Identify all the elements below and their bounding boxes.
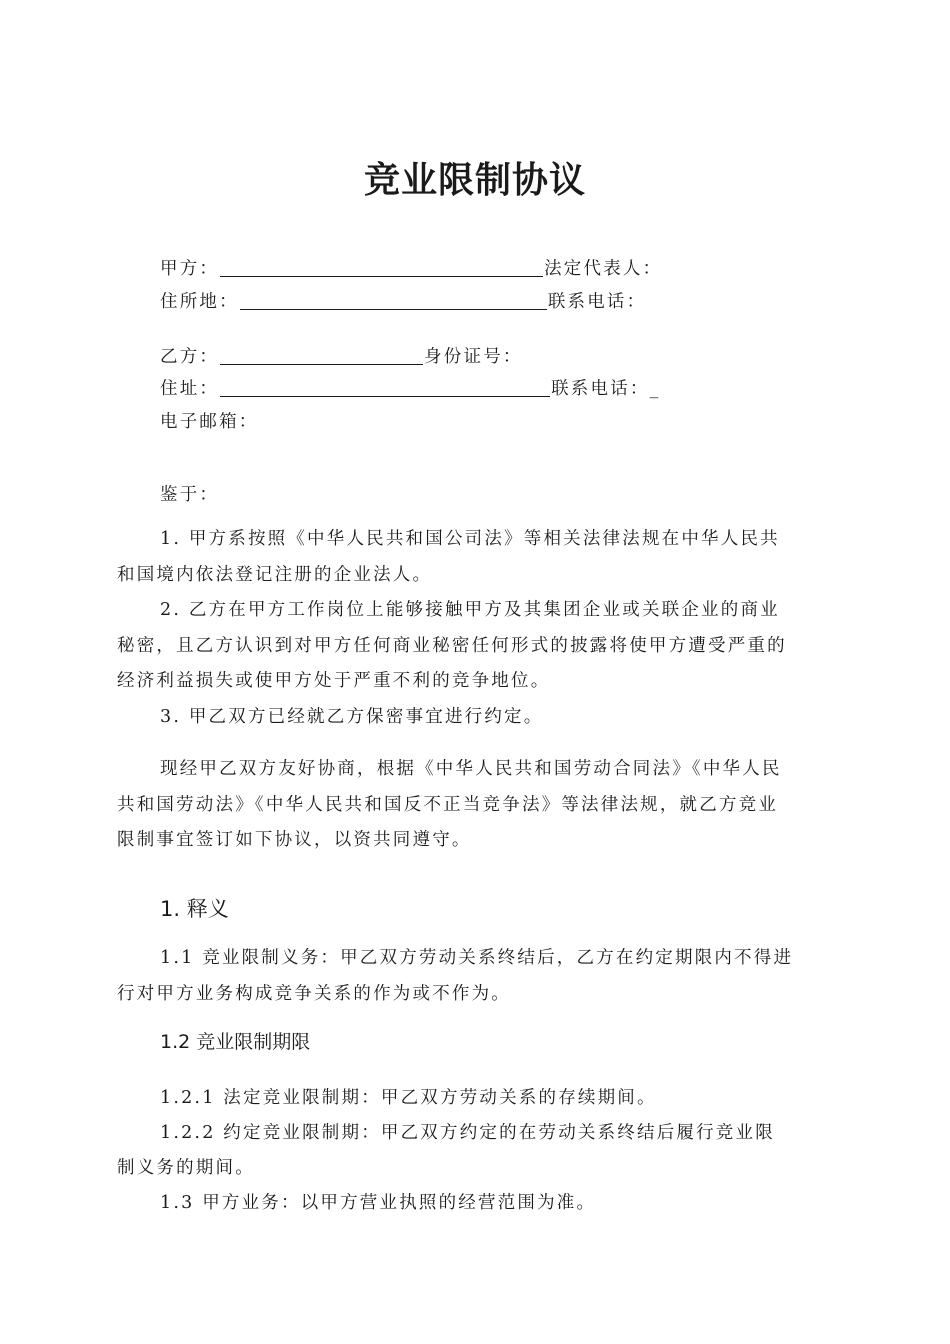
party-b-label: 乙方： [160,347,220,367]
clause-line: 1.2.2 约定竞业限制期：甲乙双方约定的在劳动关系终结后履行竞业限 [160,1123,775,1143]
section-1-2-heading: 1.2 竞业限制期限 [160,1031,311,1053]
clause-line: 1.2.1 法定竞业限制期：甲乙双方劳动关系的存续期间。 [160,1088,657,1108]
clause-line: 行对甲方业务构成竞争关系的作为或不作为。 [117,984,511,1004]
party-a-label: 甲方： [160,259,220,279]
party-a-phone-label: 联系电话： [547,292,647,312]
preamble-line: 限制事宜签订如下协议，以资共同遵守。 [117,830,472,850]
party-a-blank[interactable] [220,258,543,277]
party-b-address-label: 住址： [160,379,220,399]
whereas-line: 经济利益损失或使甲方处于严重不利的竞争地位。 [117,671,551,691]
clause-line: 制义务的期间。 [117,1158,255,1178]
clause-line: 1.3 甲方业务：以甲方营业执照的经营范围为准。 [160,1193,597,1213]
party-b-phone-label: 联系电话：_ [551,379,661,399]
party-b-address-row [160,378,661,400]
preamble-line: 现经甲乙双方友好协商，根据《中华人民共和国劳动合同法》《中华人民 [160,759,782,779]
party-b-id-label: 身份证号： [424,347,523,367]
whereas-label: 鉴于： [160,485,220,505]
whereas-line: 和国境内依法登记注册的企业法人。 [117,565,433,585]
clause-line: 1.1 竞业限制义务：甲乙双方劳动关系终结后，乙方在约定期限内不得进 [160,948,794,968]
whereas-line: 1. 甲方系按照《中华人民共和国公司法》等相关法律法规在中华人民共 [160,529,780,549]
party-a-address-row [160,291,646,313]
party-b-row [160,346,523,368]
party-b-blank[interactable] [220,346,423,365]
whereas-line: 3. 甲乙双方已经就乙方保密事宜进行约定。 [160,707,544,727]
party-b-email-row [160,411,259,433]
document-title: 竞业限制协议 [363,160,586,201]
section-1-heading: 1. 释义 [160,897,229,921]
party-b-address-blank[interactable] [220,378,550,397]
party-a-row [160,258,662,280]
whereas-line: 2. 乙方在甲方工作岗位上能够接触甲方及其集团企业或关联企业的商业 [160,600,780,620]
party-a-address-label: 住所地： [160,292,239,312]
preamble-line: 共和国劳动法》《中华人民共和国反不正当竞争法》等法律法规，就乙方竞业 [117,795,779,815]
whereas-line: 秘密，且乙方认识到对甲方任何商业秘密任何形式的披露将使甲方遭受严重的 [117,636,787,656]
party-a-rep-label: 法定代表人： [544,259,663,279]
party-a-address-blank[interactable] [240,291,547,310]
party-b-email-label: 电子邮箱： [160,412,259,432]
